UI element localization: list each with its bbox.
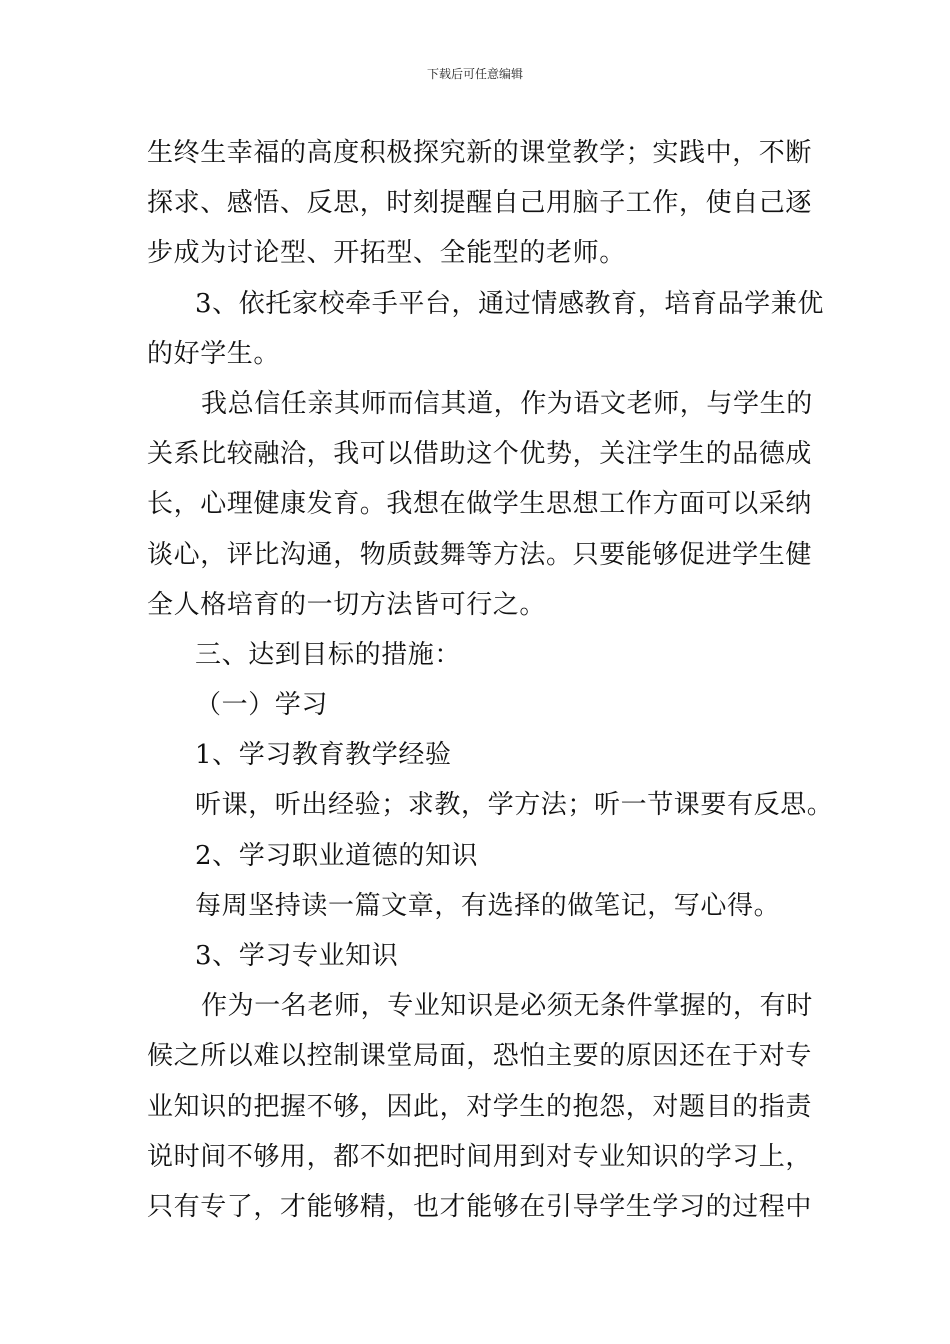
text-line: 三、达到目标的措施： (195, 639, 462, 670)
text-line: 每周坚持读一篇文章，有选择的做笔记，写心得。 (195, 890, 781, 921)
text-line: 谈心，评比沟通，物质鼓舞等方法。只要能够促进学生健 (147, 539, 813, 570)
text-line: 候之所以难以控制课堂局面，恐怕主要的原因还在于对专 (147, 1041, 813, 1072)
text-line: 探求、感悟、反思，时刻提醒自己用脑子工作，使自己逐 (147, 188, 813, 219)
text-line: 长，心理健康发育。我想在做学生思想工作方面可以采纳 (147, 489, 813, 520)
text-line: 1、学习教育教学经验 (195, 740, 452, 771)
text-line: 关系比较融洽，我可以借助这个优势，关注学生的品德成 (147, 439, 813, 470)
text-line: 全人格培育的一切方法皆可行之。 (147, 589, 547, 620)
text-line: 说时间不够用，都不如把时间用到对专业知识的学习上， (147, 1141, 813, 1172)
text-line: 听课，听出经验；求教，学方法；听一节课要有反思。 (195, 790, 834, 821)
text-line: （一）学习 (195, 690, 329, 721)
text-line: 生终生幸福的高度积极探究新的课堂教学；实践中，不断 (147, 138, 813, 168)
text-line: 只有专了，才能够精，也才能够在引导学生学习的过程中 (147, 1191, 813, 1222)
text-line: 业知识的把握不够，因此，对学生的抱怨，对题目的指责 (147, 1091, 813, 1122)
text-line: 作为一名老师，专业知识是必须无条件掌握的，有时 (201, 991, 813, 1022)
document-body (147, 128, 834, 1232)
text-line: 的好学生。 (147, 338, 281, 369)
text-line: 我总信任亲其师而信其道，作为语文老师，与学生的 (201, 388, 813, 419)
text-line: 步成为讨论型、开拓型、全能型的老师。 (147, 238, 626, 269)
text-line: 3、依托家校牵手平台，通过情感教育，培育品学兼优 (195, 288, 824, 319)
page-header: 下载后可任意编辑 (426, 67, 523, 81)
text-line: 2、学习职业道德的知识 (195, 840, 479, 871)
text-line: 3、学习专业知识 (195, 941, 399, 971)
